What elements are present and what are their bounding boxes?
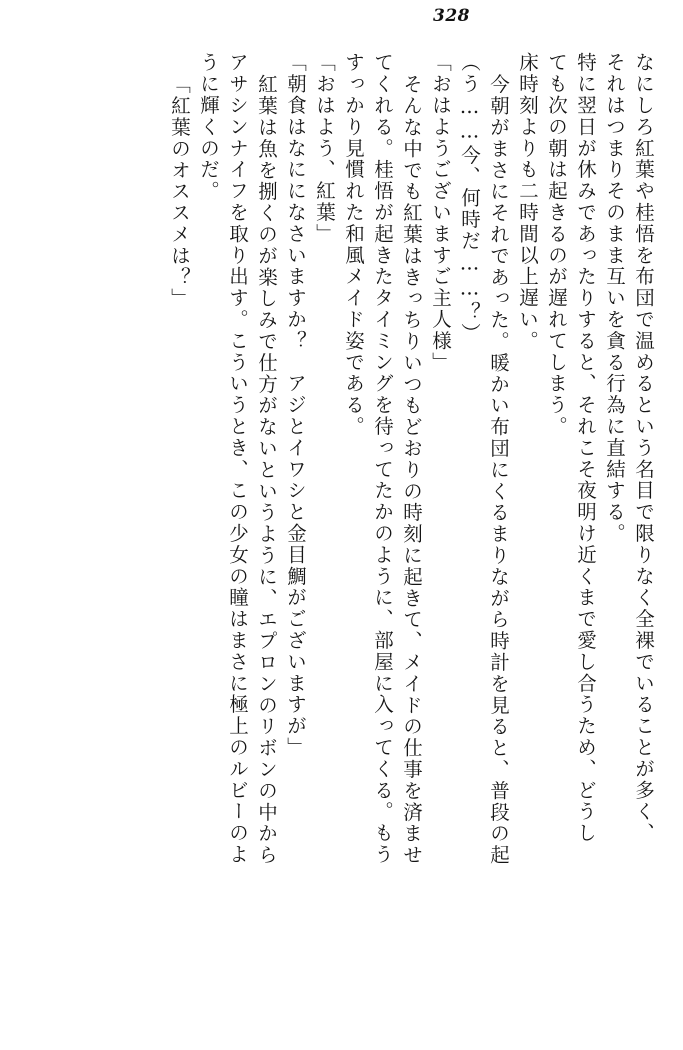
text-line: なにしろ紅葉や桂悟を布団で温めるという名目で限りなく全裸でいることが多く、 — [632, 52, 655, 844]
text-line: 特に翌日が休みであったりすると、それこそ夜明け近くまで愛し合うため、どうし — [574, 52, 597, 844]
text-line: （う……今、何時だ……？） — [458, 52, 481, 345]
text-line: うに輝くのだ。 — [197, 52, 220, 202]
text-line: 「おはようございますご主人様」 — [429, 52, 452, 373]
text-line: 紅葉は魚を捌くのが楽しみで仕方がないというように、エプロンのリボンの中から — [255, 74, 278, 866]
text-line: ても次の朝は起きるのが遅れてしまう。 — [545, 52, 568, 438]
text-line: 「おはよう、紅葉」 — [313, 52, 336, 245]
text-line: アサシンナイフを取り出す。こういうとき、この少女の瞳はまさに極上のルビーのよ — [226, 52, 249, 866]
text-line: そんな中でも紅葉はきっちりいつもどおりの時刻に起きて、メイドの仕事を済ませ — [400, 74, 423, 866]
page-number: 328 — [433, 6, 470, 26]
text-line: 今朝がまさにそれであった。暖かい布団にくるまりながら時計を見ると、普段の起 — [487, 74, 510, 866]
text-line: すっかり見慣れた和風メイド姿である。 — [342, 52, 365, 438]
vertical-text-body — [30, 52, 653, 1022]
text-line: それはつまりそのまま互いを貪る行為に直結する。 — [603, 52, 626, 545]
text-line: 「朝食はなにになさいますか？ アジとイワシと金目鯛がございますが」 — [284, 52, 307, 759]
text-line: てくれる。桂悟が起きたタイミングを待ってたかのように、部屋に入ってくる。もう — [371, 52, 394, 866]
text-line: 床時刻よりも二時間以上遅い。 — [516, 52, 539, 352]
text-line: 「紅葉のオススメは？」 — [168, 74, 191, 310]
